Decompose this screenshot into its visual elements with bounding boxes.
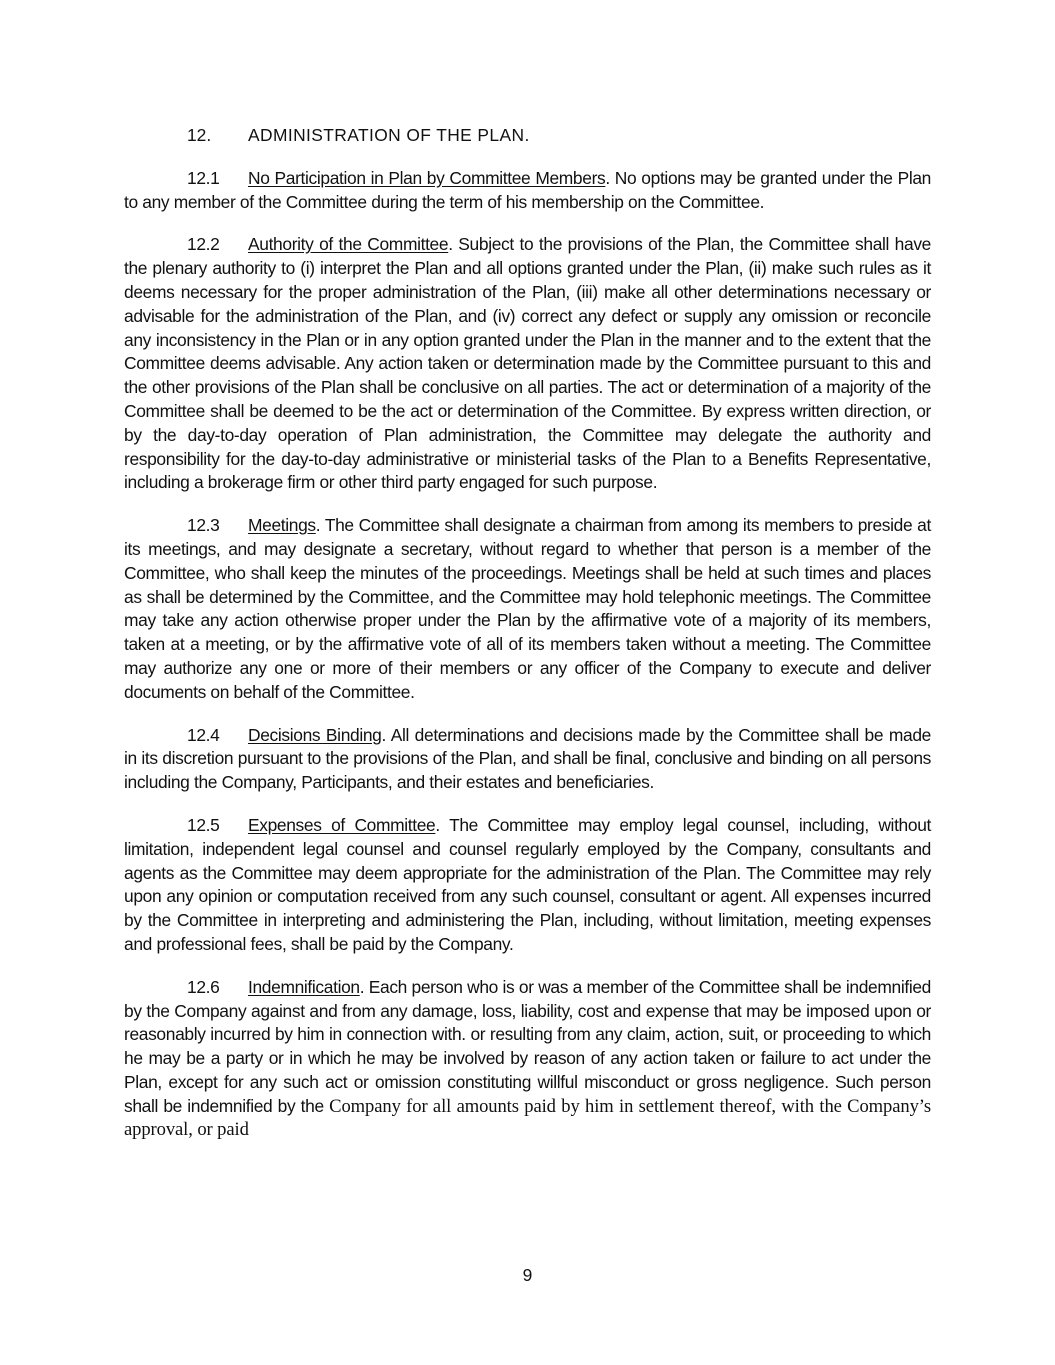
paragraph-12-5: [124, 814, 931, 957]
page-number: 9: [522, 1265, 533, 1285]
paragraph-body: . No options may be granted under the Plan to any member of the Committee during the term of his membership on the Committee.: [124, 167, 931, 212]
paragraph-body: . Each person who is or was a member of the Committee shall be indemnified by the Company against and from any damage, loss, liability, cost and expense that may be imposed upon or reasonably incurred by him in connection with. or resulting from any claim, action, suit, or proceeding to which he may be a party or in which he may be involved by reason of any action taken or failure to act under the Plan, except for any such act or omission constituting willful misconduct or gross negligence. Such person shall be indemnified by the: [124, 976, 931, 1116]
section-heading: [124, 124, 931, 148]
paragraph-12-4: [124, 724, 931, 795]
paragraph-body: . The Committee may employ legal counsel, including, without limitation, independent legal counsel and counsel regularly employed by the Company, consultants and agents as the Committee may deem appropriate for the administration of the Plan. The Committee may rely upon any opinion or computation received from any such counsel, consultant or agent. All expenses incurred by the Committee in interpreting and administering the Plan, including, without limitation, meeting expenses and professional fees, shall be paid by the Company.: [124, 814, 931, 954]
paragraph-12-2: [124, 233, 931, 495]
paragraph-title: Authority of the Committee: [248, 234, 449, 255]
paragraph-number: 12.6: [187, 976, 220, 997]
paragraph-title: Expenses of Committee: [248, 814, 436, 835]
page-content: [124, 124, 931, 1161]
paragraph-12-3: [124, 514, 931, 704]
paragraph-body-continued: Company for all amounts paid by him in settlement thereof, with the Company’s approval, or paid: [124, 1095, 931, 1141]
paragraph-body: . Subject to the provisions of the Plan, the Committee shall have the plenary authority to (i) interpret the Plan and all options granted under the Plan, (ii) make such rules as it deems necessary for the proper administration of the Plan, (iii) make all other determinations necessary or advisable for the administration of the Plan, and (iv) correct any defect or supply any omission or reconcile any inconsistency in the Plan or in any option granted under the Plan in the manner and to the extent that the Committee deems advisable. Any action taken or determination made by the Committee pursuant to this and the other provisions of the Plan shall be conclusive on all parties. The act or determination of a majority of the Committee shall be deemed to be the act or determination of the Committee. By express written direction, or by the day-to-day operation of Plan administration, the Committee may delegate the authority and responsibility for the day-to-day administrative or ministerial tasks of the Plan to a Benefits Representative, including a brokerage firm or other third party engaged for such purpose.: [124, 234, 931, 493]
paragraph-title: Meetings: [248, 515, 316, 536]
paragraph-body: . All determinations and decisions made by the Committee shall be made in its discretion pursuant to the provisions of the Plan, and shall be final, conclusive and binding on all persons including the Company, Participants, and their estates and beneficiaries.: [124, 724, 931, 793]
paragraph-number: 12.4: [187, 724, 220, 745]
section-number: 12.: [187, 125, 212, 145]
paragraph-12-6: [124, 976, 931, 1143]
paragraph-title: Indemnification: [248, 976, 360, 997]
paragraph-number: 12.2: [187, 234, 220, 255]
section-title: ADMINISTRATION OF THE PLAN.: [248, 125, 530, 145]
paragraph-body: . The Committee shall designate a chairman from among its members to preside at its meetings, and may designate a secretary, without regard to whether that person is a member of the Committee, who shall keep the minutes of the proceedings. Meetings shall be held at such times and places as shall be determined by the Committee, and the Committee may hold telephonic meetings. The Committee may take any action otherwise proper under the Plan by the affirmative vote of a majority of its members, taken at a meeting, or by the affirmative vote of all of its members taken without a meeting. The Committee may authorize any one or more of their members or any officer of the Company to execute and deliver documents on behalf of the Committee.: [124, 515, 931, 702]
paragraph-title: Decisions Binding: [248, 724, 382, 745]
paragraph-number: 12.3: [187, 515, 220, 536]
paragraph-title: No Participation in Plan by Committee Members: [248, 167, 606, 188]
paragraph-number: 12.5: [187, 814, 220, 835]
paragraph-number: 12.1: [187, 167, 220, 188]
paragraph-12-1: [124, 167, 931, 215]
